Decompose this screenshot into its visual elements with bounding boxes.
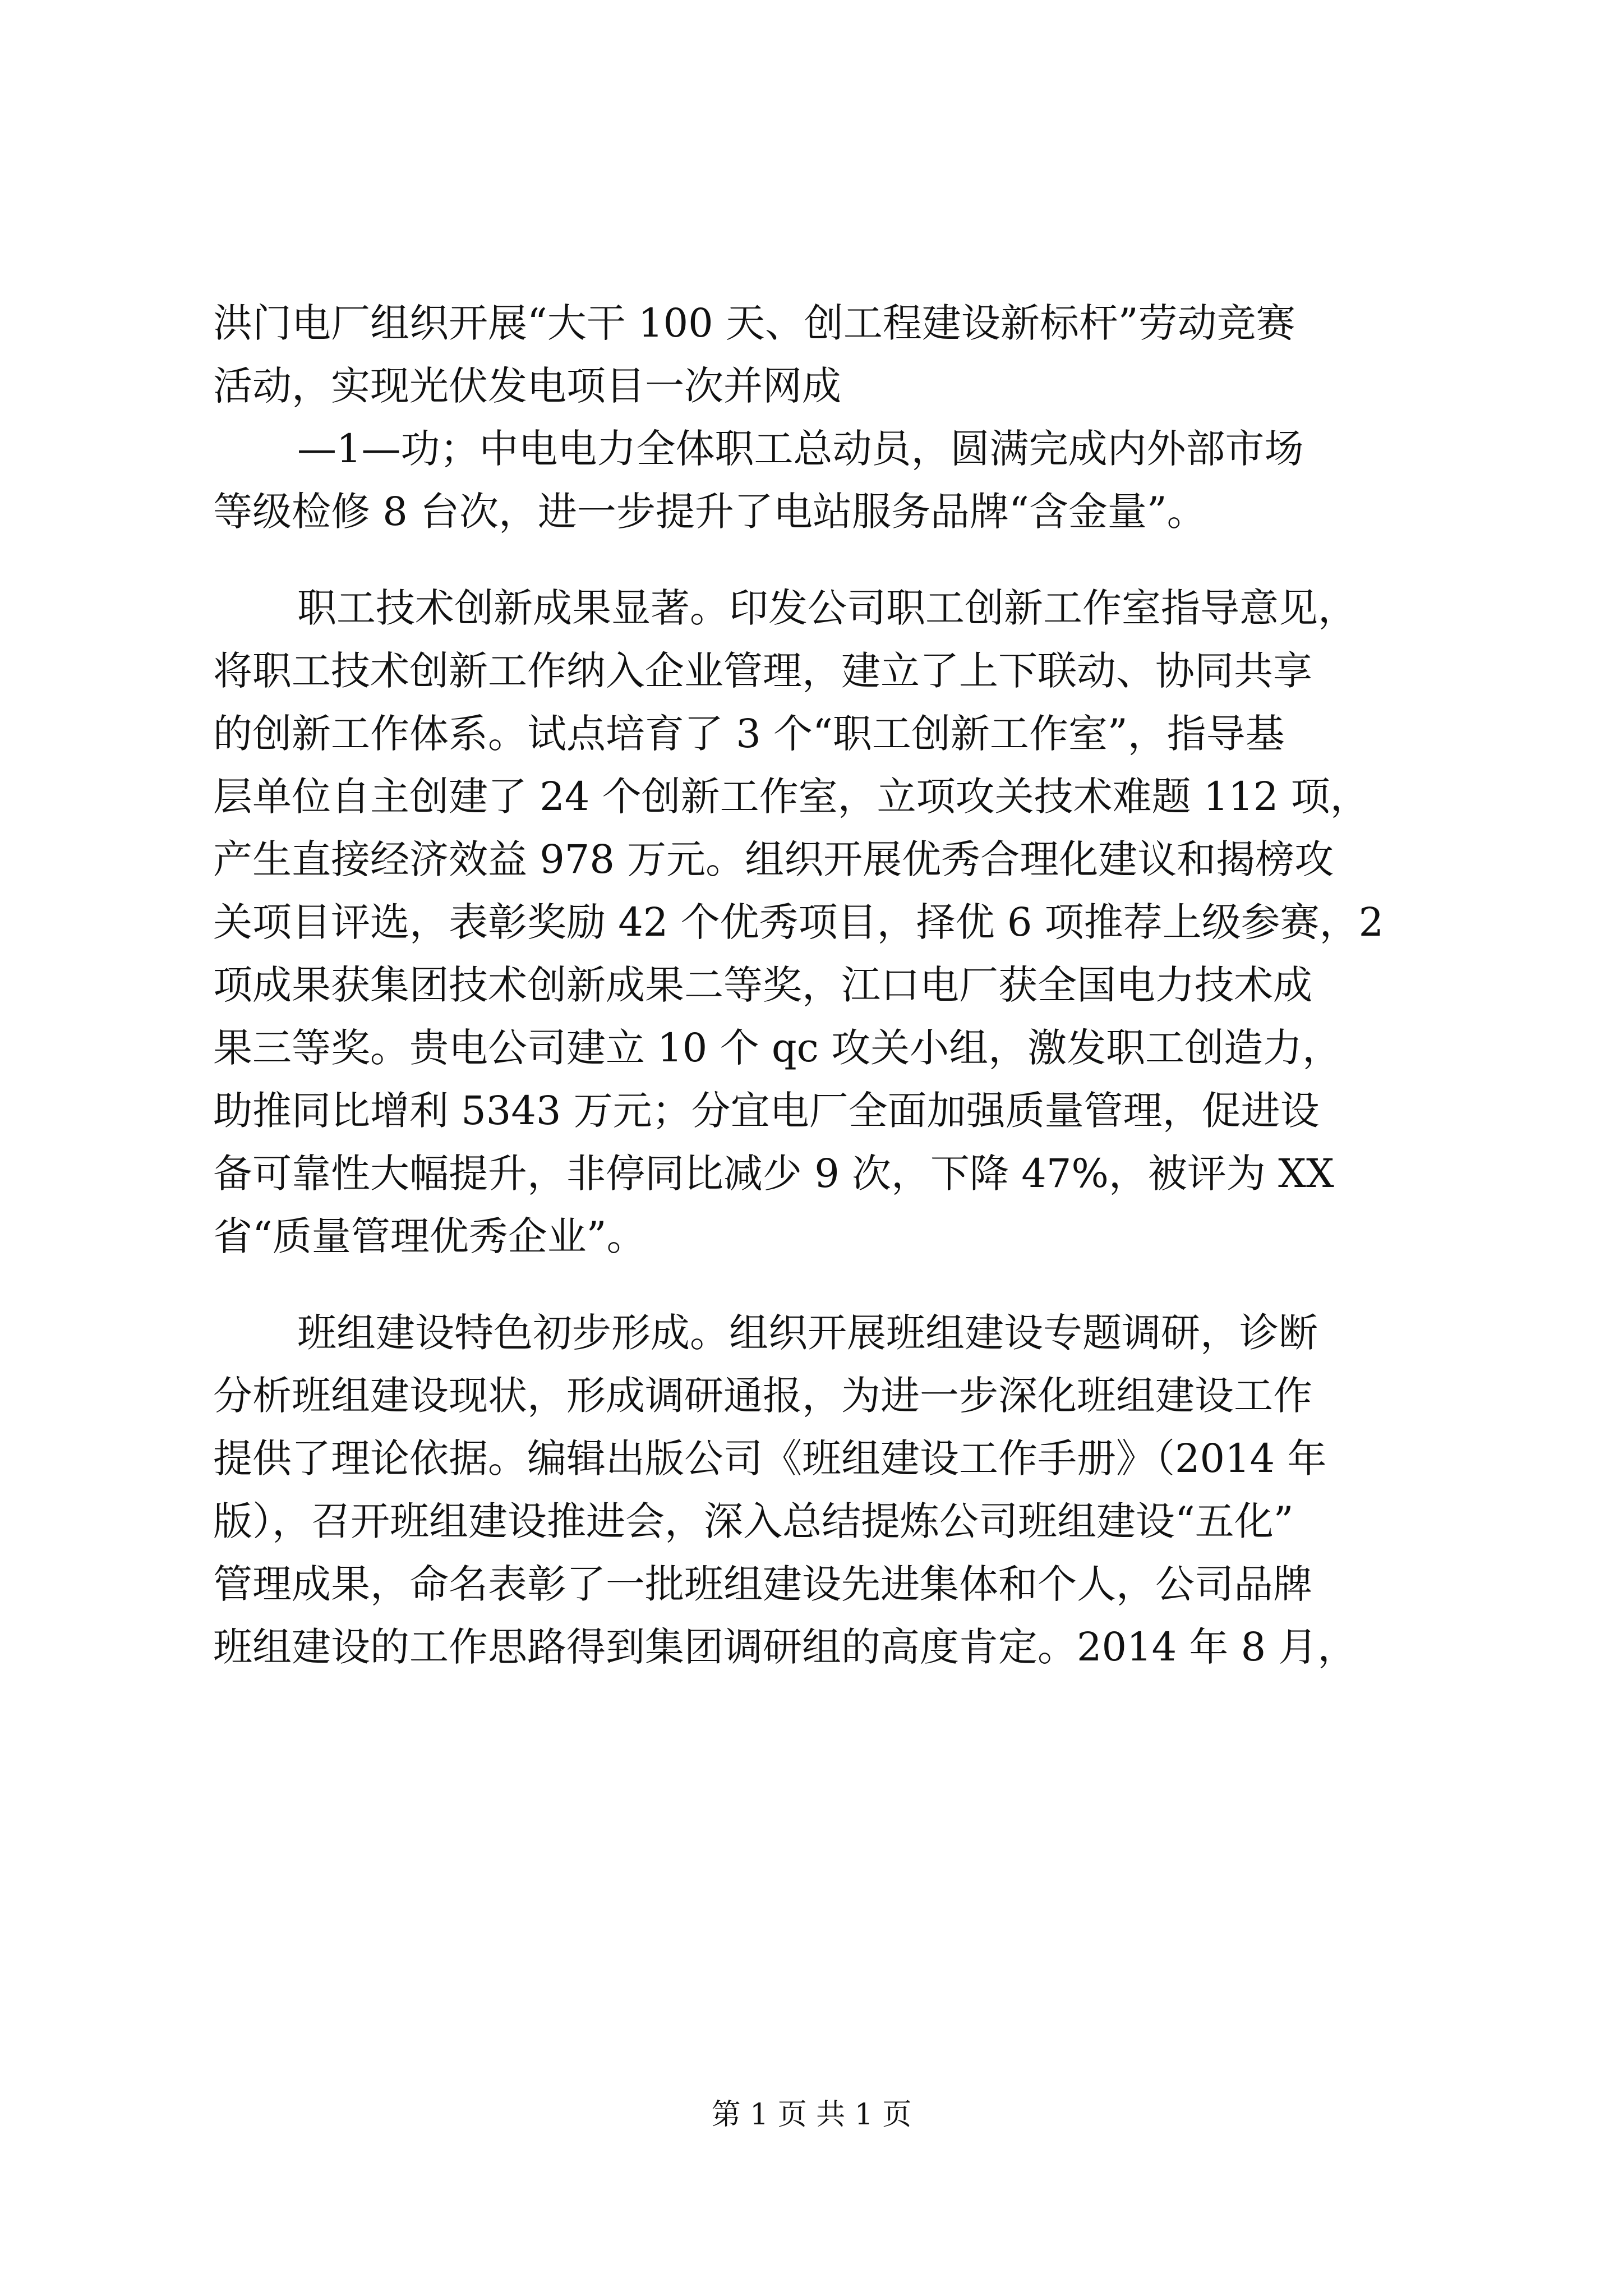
text-line: 将职工技术创新工作纳入企业管理，建立了上下联动、协同共享 (213, 648, 1312, 694)
page-number-footer: 第 1 页 共 1 页 (711, 2098, 912, 2132)
text-line: 等级检修 8 台次，进一步提升了电站服务品牌“含金量”。 (213, 489, 1206, 535)
text-line: 提供了理论依据。编辑出版公司《班组建设工作手册》（2014 年 (213, 1435, 1327, 1481)
text-line: 活动，实现光伏发电项目一次并网成 (213, 363, 841, 409)
text-line: 分析班组建设现状，形成调研通报，为进一步深化班组建设工作 (213, 1373, 1312, 1419)
text-line: 产生直接经济效益 978 万元。组织开展优秀合理化建议和揭榜攻 (213, 836, 1334, 882)
text-line: 层单位自主创建了 24 个创新工作室，立项攻关技术难题 112 项， (213, 774, 1370, 820)
text-line: 助推同比增利 5343 万元；分宜电厂全面加强质量管理，促进设 (213, 1088, 1320, 1134)
text-line: 版），召开班组建设推进会，深入总结提炼公司班组建设“五化” (213, 1498, 1294, 1544)
text-line: 班组建设特色初步形成。组织开展班组建设专题调研，诊断 (297, 1310, 1318, 1356)
text-line: —1—功；中电电力全体职工总动员，圆满完成内外部市场 (297, 426, 1304, 472)
text-line: 果三等奖。贵电公司建立 10 个 qc 攻关小组，激发职工创造力， (213, 1025, 1342, 1071)
document-body (213, 292, 1481, 1678)
text-line: 省“质量管理优秀企业”。 (213, 1213, 646, 1259)
text-line: 班组建设的工作思路得到集团调研组的高度肯定。2014 年 8 月， (213, 1624, 1357, 1670)
paragraph-4 (213, 1301, 1481, 1678)
text-line: 职工技术创新成果显著。印发公司职工创新工作室指导意见， (297, 585, 1357, 631)
text-line: 的创新工作体系。试点培育了 3 个“职工创新工作室”，指导基 (213, 711, 1285, 757)
text-line: 管理成果，命名表彰了一批班组建设先进集体和个人，公司品牌 (213, 1561, 1312, 1607)
paragraph-2 (213, 417, 1481, 543)
text-line: 关项目评选，表彰奖励 42 个优秀项目，择优 6 项推荐上级参赛，2 (213, 899, 1384, 945)
paragraph-3 (213, 577, 1481, 1268)
text-line: 洪门电厂组织开展“大干 100 天、创工程建设新标杆”劳动竞赛 (213, 300, 1295, 346)
text-line: 项成果获集团技术创新成果二等奖，江口电厂获全国电力技术成 (213, 962, 1312, 1008)
paragraph-1 (213, 292, 1481, 417)
text-line: 备可靠性大幅提升，非停同比减少 9 次，下降 47%，被评为 XX (213, 1151, 1334, 1197)
